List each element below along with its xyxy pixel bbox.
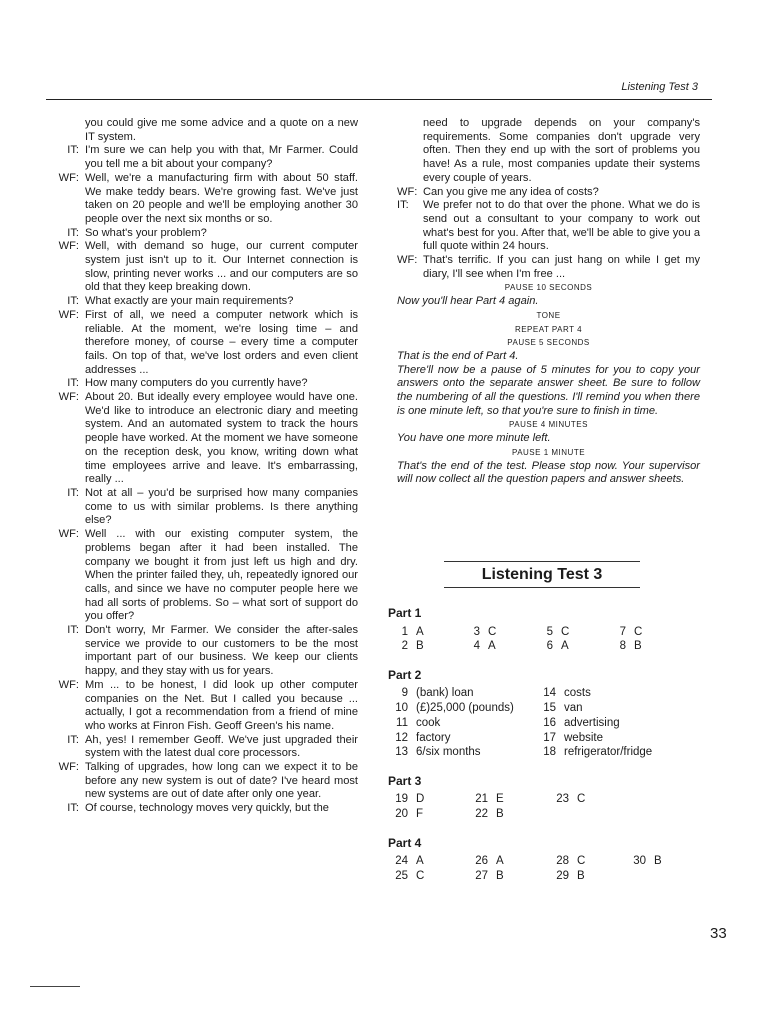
transcript-turn (28, 377, 358, 391)
transcript-continuation (397, 117, 700, 186)
speaker-label: IT: (67, 295, 79, 308)
turn-text: I'm sure we can help you with that, Mr Farmer. Could you tell me a bit about your company? (85, 144, 358, 171)
speaker-label: IT: (67, 802, 79, 815)
turn-text: About 20. But ideally every employee would have one. We'd like to introduce an electronic diary and meeting system. And an automated system to track the hours people have worked. At the moment we have someone on the reception desk, you know, writing down what time employees arrive and leave. It's embarrassing, really ... (85, 391, 358, 486)
instruction-text: That's the end of the test. Please stop now. Your supervisor will now collect all the question papers and answer sheets. (397, 459, 700, 486)
speaker-label: WF: (58, 678, 79, 691)
answer-item: 19 D (395, 793, 425, 805)
turn-text: We prefer not to do that over the phone. What we do is send out a consultant to your company to work out what's best for you. After that, we'll be able to give you a full quote within 24 hours. (423, 199, 700, 253)
speaker-label: IT: (67, 226, 79, 239)
transcript-turn (397, 254, 700, 281)
answer-item: 9 (bank) loan (401, 687, 474, 699)
answer-item: 12 factory (395, 732, 451, 744)
answer-item: 23 C (556, 793, 586, 805)
answer-item: 18 refrigerator/fridge (543, 746, 653, 758)
speaker-label: WF: (58, 240, 79, 253)
answer-item: 15 van (543, 702, 583, 714)
transcript-turn (28, 734, 358, 761)
answer-item: 14 costs (543, 687, 591, 699)
answer-item: 7 C (619, 626, 643, 638)
answer-item: 2 B (401, 640, 424, 652)
speaker-label: WF: (58, 171, 79, 184)
stage-cue: PAUSE 5 SECONDS (507, 338, 590, 348)
instruction-text: You have one more minute left. (397, 432, 551, 445)
transcript-turn (28, 240, 358, 295)
answer-item: 11 cook (396, 717, 441, 729)
turn-text: Well, with demand so huge, our current computer system just isn't up to it. Our Internet connection is slow, printing never works ... and our computers are so old that they keep breaking down. (85, 240, 358, 294)
answer-item: 16 advertising (543, 717, 620, 729)
running-header: Listening Test 3 (621, 81, 698, 93)
answer-item: 5 C (546, 626, 570, 638)
stage-cue: TONE (536, 310, 561, 320)
speaker-label: WF: (58, 761, 79, 774)
answer-item: 21 E (475, 793, 504, 805)
transcript-left-column (28, 117, 358, 816)
part-2-label: Part 2 (388, 668, 422, 682)
transcript-turn (28, 117, 358, 144)
speaker-label: WF: (397, 254, 418, 267)
stage-cue: REPEAT PART 4 (514, 324, 583, 334)
turn-text: Well, we're a manufacturing firm with about 50 staff. We make teddy bears. We're growing fast. We've just taken on 20 people and we'll be employing another 30 people over the next six months or so. (85, 171, 358, 225)
turn-text: What exactly are your main requirements? (85, 295, 294, 308)
answer-item: 4 A (473, 640, 496, 652)
transcript-turn (28, 802, 358, 816)
answer-item: 29 B (556, 870, 585, 882)
footer-rule (30, 986, 80, 987)
transcript-turn (28, 295, 358, 309)
speaker-label: IT: (67, 624, 79, 637)
stage-cue: PAUSE 4 MINUTES (509, 420, 588, 430)
instruction-text: There'll now be a pause of 5 minutes for you to copy your answers onto the separate answer sheet. Be sure to follow the numbering of all the questions. I'll remind you when there is one minute left, so that you're sure to finish in time. (397, 363, 700, 417)
answer-item: 1 A (401, 626, 424, 638)
answer-item: 10 (£)25,000 (pounds) (395, 702, 514, 714)
speaker-label: IT: (67, 486, 79, 499)
speaker-label: WF: (58, 391, 79, 404)
part-4-label: Part 4 (388, 836, 422, 850)
turn-text: Can you give me any idea of costs? (423, 185, 599, 198)
answer-item: 22 B (475, 808, 504, 820)
transcript-right-column (397, 117, 700, 487)
answer-item: 28 C (556, 855, 586, 867)
answer-item: 24 A (395, 855, 424, 867)
transcript-turn (28, 309, 358, 378)
stage-cue: PAUSE 1 MINUTE (511, 447, 586, 457)
speaker-label: IT: (67, 144, 79, 157)
transcript-turn (28, 679, 358, 734)
speaker-label: WF: (397, 185, 418, 198)
turn-text: need to upgrade depends on your company's requirements. Some companies don't upgrade very often. Then they end up with the sort of problems you have! As a rule, most companies update their systems every couple of years. (423, 117, 700, 184)
transcript-turn (28, 528, 358, 624)
turn-text: Well ... with our existing computer system, the problems began after it had been installed. The company we bought it from just left us high and dry. When the printer failed they, uh, repeatedly ignored our calls, and since we have no computer people here we had all sorts of problems. So – what sort of support do you offer? (85, 528, 358, 623)
transcript-turn (28, 391, 358, 487)
answer-key-heading (444, 561, 640, 588)
turn-text: Talking of upgrades, how long can we expect it to be before any new system is out of date? I've heard most new systems are out of date after only one year. (85, 761, 358, 801)
turn-text: Mm ... to be honest, I did look up other computer companies on the Net. But I called you because ... actually, I got a recommendation from a friend of mine who works at Finron Fish. Geoff Green's his name. (85, 678, 358, 732)
transcript-turn (28, 487, 358, 528)
answer-item: 6 A (546, 640, 569, 652)
transcript-turn (28, 761, 358, 802)
stage-cue: PAUSE 10 SECONDS (504, 283, 593, 293)
instruction-text: Now you'll hear Part 4 again. (397, 295, 539, 308)
turn-text: Of course, technology moves very quickly, but the (85, 802, 329, 815)
transcript-turn (28, 172, 358, 227)
answer-item: 20 F (395, 808, 424, 820)
turn-text: How many computers do you currently have? (85, 377, 308, 390)
turn-text: Not at all – you'd be surprised how many companies come to us with similar problems. Is there anything else? (85, 486, 358, 527)
speaker-label: IT: (67, 733, 79, 746)
answer-item: 8 B (619, 640, 642, 652)
speaker-label (28, 117, 85, 144)
transcript-turn (28, 624, 358, 679)
instruction-text: That is the end of Part 4. (397, 349, 519, 362)
answer-item: 13 6/six months (395, 746, 481, 758)
answer-key-title: Listening Test 3 (481, 566, 603, 583)
header-rule (46, 99, 712, 100)
answer-item: 27 B (475, 870, 504, 882)
transcript-turn (28, 227, 358, 241)
answer-item: 26 A (475, 855, 504, 867)
turn-text: So what's your problem? (85, 226, 207, 239)
part-3-label: Part 3 (388, 774, 422, 788)
answer-item: 3 C (473, 626, 497, 638)
turn-text: First of all, we need a computer network which is reliable. At the moment, we're losing time – and therefore money, of course – every time a computer fails. On top of that, we've lost orders and even client addresses ... (85, 308, 358, 376)
transcript-turn (397, 186, 700, 200)
page-number: 33 (710, 925, 727, 942)
speaker-label: WF: (58, 308, 79, 321)
part-1-label: Part 1 (388, 606, 422, 620)
turn-text: That's terrific. If you can just hang on while I get my diary, I'll see when I'm free ... (423, 254, 700, 280)
transcript-turn (397, 199, 700, 254)
turn-text: Ah, yes! I remember Geoff. We've just upgraded their system with the latest dual core processors. (85, 733, 358, 760)
speaker-label: IT: (67, 377, 79, 390)
turn-text: Don't worry, Mr Farmer. We consider the after-sales service we provide to our customers to be the most important part of our business. We keep our clients happy, and they stay with us for years. (85, 624, 358, 678)
turn-text: you could give me some advice and a quote on a new IT system. (85, 117, 358, 143)
speaker-label: IT: (397, 199, 409, 212)
transcript-turn (28, 144, 358, 171)
speaker-label: WF: (58, 528, 79, 541)
answer-item: 17 website (543, 732, 603, 744)
answer-item: 25 C (395, 870, 425, 882)
answer-item: 30 B (633, 855, 662, 867)
